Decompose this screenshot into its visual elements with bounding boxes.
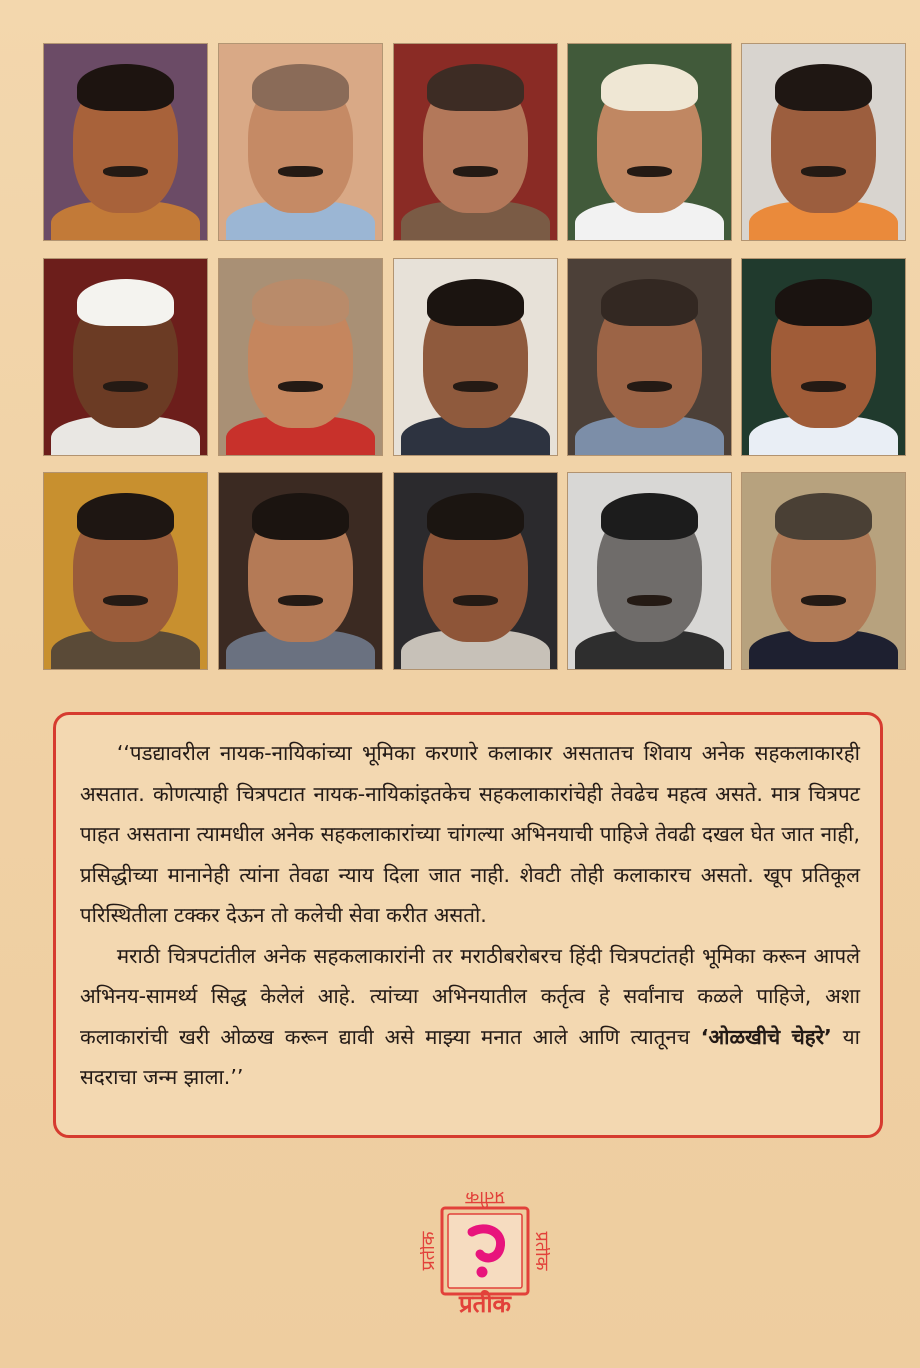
mustache: [801, 595, 847, 607]
mustache: [103, 166, 149, 178]
hair: [252, 64, 350, 111]
actor-photo: [219, 44, 382, 240]
mustache: [453, 381, 499, 393]
actor-photo: [219, 473, 382, 669]
quote-box: [53, 712, 883, 1138]
mustache: [801, 381, 847, 393]
actor-photo: [44, 259, 207, 455]
hair: [775, 64, 873, 111]
hair: [775, 493, 873, 540]
quote-paragraph-2-text: मराठी चित्रपटांतील अनेक सहकलाकारांनी तर मराठीबरोबरच हिंदी चित्रपटांतही भूमिका करून आपले अभिनय-सामर्थ्य सिद्ध केलेलं आहे. त्यांच्या अभिनयातील कर्तृत्व हे सर्वांनाच कळले पाहिजे, अशा कलाकारांची खरी ओळख करून द्यावी असे माझ्या मनात आले आणि त्यातूनच: [80, 943, 860, 1049]
logo-text-right: प्रतीक: [531, 1231, 550, 1271]
hair: [775, 279, 873, 326]
hair: [427, 493, 525, 540]
pratik-logo-icon: [420, 1186, 550, 1316]
hair: [77, 493, 175, 540]
hair: [601, 493, 699, 540]
mustache: [627, 381, 673, 393]
logo-text-left: प्रतीक: [420, 1231, 439, 1271]
quote-paragraph-2-end: या सदराचा जन्म झाला.’’: [80, 1024, 860, 1089]
column-title: ‘ओळखीचे चेहरे’: [700, 1024, 832, 1049]
quote-paragraph-1: ‘‘पडद्यावरील नायक-नायिकांच्या भूमिका करणारे कलाकार असतातच शिवाय अनेक सहकलाकारही असतात. कोणत्याही चित्रपटात नायक-नायिकांइतकेच सहकलाकारांचेही तेवढेच महत्व असते. मात्र चित्रपट पाहत असताना त्यामधील अनेक सहकलाकारांच्या चांगल्या अभिनयाची पाहिजे तेवढी दखल घेत जात नाही, प्रसिद्धीच्या मानानेही त्यांना तेवढा न्याय दिला जात नाही. शेवटी तोही कलाकारच असतो. खूप प्रतिकूल परिस्थितीला टक्कर देऊन तो कलेची सेवा करीत असतो.: [80, 741, 860, 927]
actor-photo-grid: [0, 0, 920, 680]
actor-photo: [394, 473, 557, 669]
mustache: [278, 595, 324, 607]
actor-photo: [742, 473, 905, 669]
logo-text-top: प्रतीक: [465, 1187, 505, 1208]
hair: [252, 279, 350, 326]
logo-text-bottom: प्रतीक: [459, 1290, 511, 1316]
mustache: [627, 166, 673, 178]
mustache: [103, 595, 149, 607]
actor-photo: [568, 473, 731, 669]
hair: [427, 64, 525, 111]
mustache: [278, 381, 324, 393]
actor-photo: [568, 259, 731, 455]
actor-photo: [44, 473, 207, 669]
actor-photo: [742, 44, 905, 240]
pratik-logo-svg: [420, 1186, 550, 1316]
actor-photo: [394, 44, 557, 240]
actor-photo: [742, 259, 905, 455]
hair: [77, 279, 175, 326]
mustache: [453, 595, 499, 607]
mustache: [801, 166, 847, 178]
mustache: [453, 166, 499, 178]
actor-photo: [219, 259, 382, 455]
quote-paragraph-2: [80, 936, 860, 1098]
hair: [427, 279, 525, 326]
hair: [252, 493, 350, 540]
mustache: [627, 595, 673, 607]
hair: [601, 279, 699, 326]
actor-photo: [44, 44, 207, 240]
mustache: [278, 166, 324, 178]
mustache: [103, 381, 149, 393]
actor-photo: [394, 259, 557, 455]
hair: [77, 64, 175, 111]
actor-photo: [568, 44, 731, 240]
hair: [601, 64, 699, 111]
